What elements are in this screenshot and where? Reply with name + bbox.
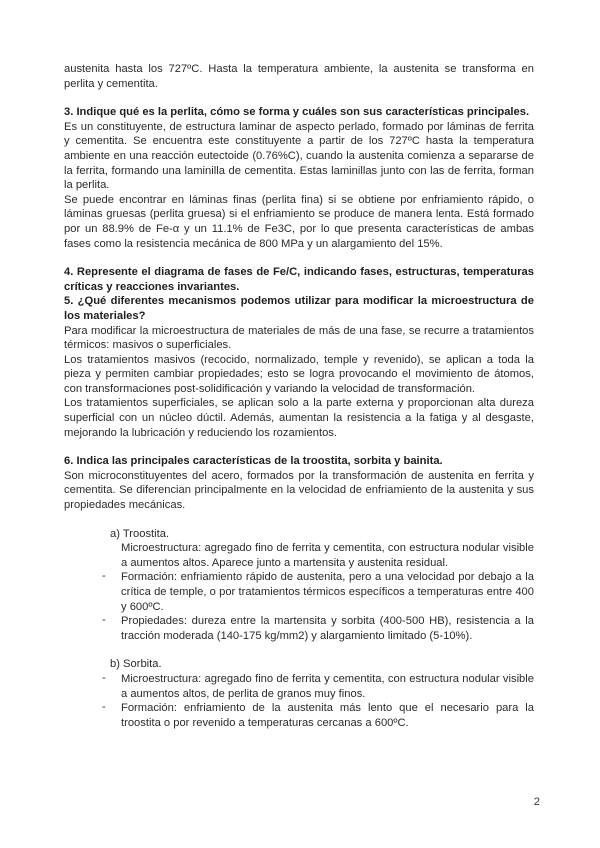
question-4-heading: 4. Represente el diagrama de fases de Fe/C, indicando fases, estructuras, temperaturas críticas y reacciones invariantes. (64, 266, 534, 293)
question-3-heading: 3. Indique qué es la perlita, cómo se forma y cuáles son sus características principales. (64, 106, 530, 119)
troostita-formacion: Formación: enfriamiento rápido de austenita, pero a una velocidad por debajo a la crítica de temple, o por tratamientos térmicos específicos a temperaturas entre 400 y 600ºC. (121, 571, 534, 613)
dash-bullet: - (102, 701, 106, 714)
dash-bullet: - (102, 614, 106, 627)
sorbita-formacion-item (102, 701, 534, 730)
sorbita-formacion: Formación: enfriamiento de la austenita más lento que el necesario para la troostita o por revenido a temperaturas cercanas a 600ºC. (121, 702, 534, 729)
question-5-heading: 5. ¿Qué diferentes mecanismos podemos utilizar para modificar la microestructura de los materiales? (64, 295, 534, 322)
troostita-microestructura: Microestructura: agregado fino de ferrita y cementita, con estructura nodular visible a aumentos altos. Aparece junto a martensita y austenita residual. (121, 542, 534, 569)
page-number: 2 (533, 796, 540, 808)
sorbita-label: b) Sorbita. (110, 658, 162, 671)
question-3-paragraph-1: Es un constituyente, de estructura laminar de aspecto perlado, formado por láminas de ferrita y cementita. Se encuentra este constituyente a partir de los 727ºC hasta la temperatura ambiente en una reacción eutectoide (0.76%C), cuando la austenita comienza a separarse de la ferrita, formando una laminilla de cementita. Estas laminillas junto con las de ferrita, forman la perlita. (64, 120, 534, 192)
question-5-paragraph-1: Para modificar la microestructura de materiales de más de una fase, se recurre a tratamientos térmicos: masivos o superficiales. (64, 324, 534, 352)
dash-bullet: - (102, 570, 106, 583)
troostita-label: a) Troostita. (110, 527, 170, 540)
question-3-paragraph-2: Se puede encontrar en láminas finas (perlita fina) si se obtiene por enfriamiento rápido, o láminas gruesas (perlita gruesa) si el enfriamiento se produce de manera lenta. Está formado por un 88.9% de Fe-α y un 11.1% de Fe3C, por lo que presenta características de ambas fases como la resistencia mecánica de 800 MPa y un alargamiento del 15%. (64, 193, 534, 250)
sorbita-microestructura-item (102, 671, 534, 701)
troostita-propiedades-item (102, 614, 534, 643)
intro-paragraph: austenita hasta los 727ºC. Hasta la temperatura ambiente, la austenita se transforma en perlita y cementita. (64, 63, 534, 90)
question-5-paragraph-2: Los tratamientos masivos (recocido, normalizado, temple y revenido), se aplican a toda la pieza y permiten cambiar propiedades; esto se logra provocando el movimiento de átomos, con transformaciones post-solidificación y variando la velocidad de transformación. (64, 353, 534, 395)
question-6-heading: 6. Indica las principales características de la troostita, sorbita y bainita. (64, 455, 443, 468)
troostita-formacion-item (102, 570, 534, 614)
document-page (64, 62, 534, 730)
dash-bullet: - (102, 671, 106, 684)
sorbita-microestructura: Microestructura: agregado fino de ferrita y cementita, con estructura nodular visible a aumentos altos, de perlita de granos muy finos. (121, 672, 534, 700)
question-6-paragraph-1: Son microconstituyentes del acero, formados por la transformación de austenita en ferrita y cementita. Se diferencian principalmente en la velocidad de enfriamiento de la austenita y sus propiedades mecánicas. (64, 469, 534, 512)
question-5-paragraph-3: Los tratamientos superficiales, se aplican solo a la parte externa y proporcionan alta dureza superficial con un núcleo dúctil. Además, aumentan la resistencia a la fatiga y al desgaste, mejorando la lubricación y reduciendo los rozamientos. (64, 397, 534, 439)
troostita-propiedades: Propiedades: dureza entre la martensita y sorbita (400-500 HB), resistencia a la tracción moderada (140-175 kg/mm2) y alargamiento limitado (5-10%). (121, 615, 534, 642)
